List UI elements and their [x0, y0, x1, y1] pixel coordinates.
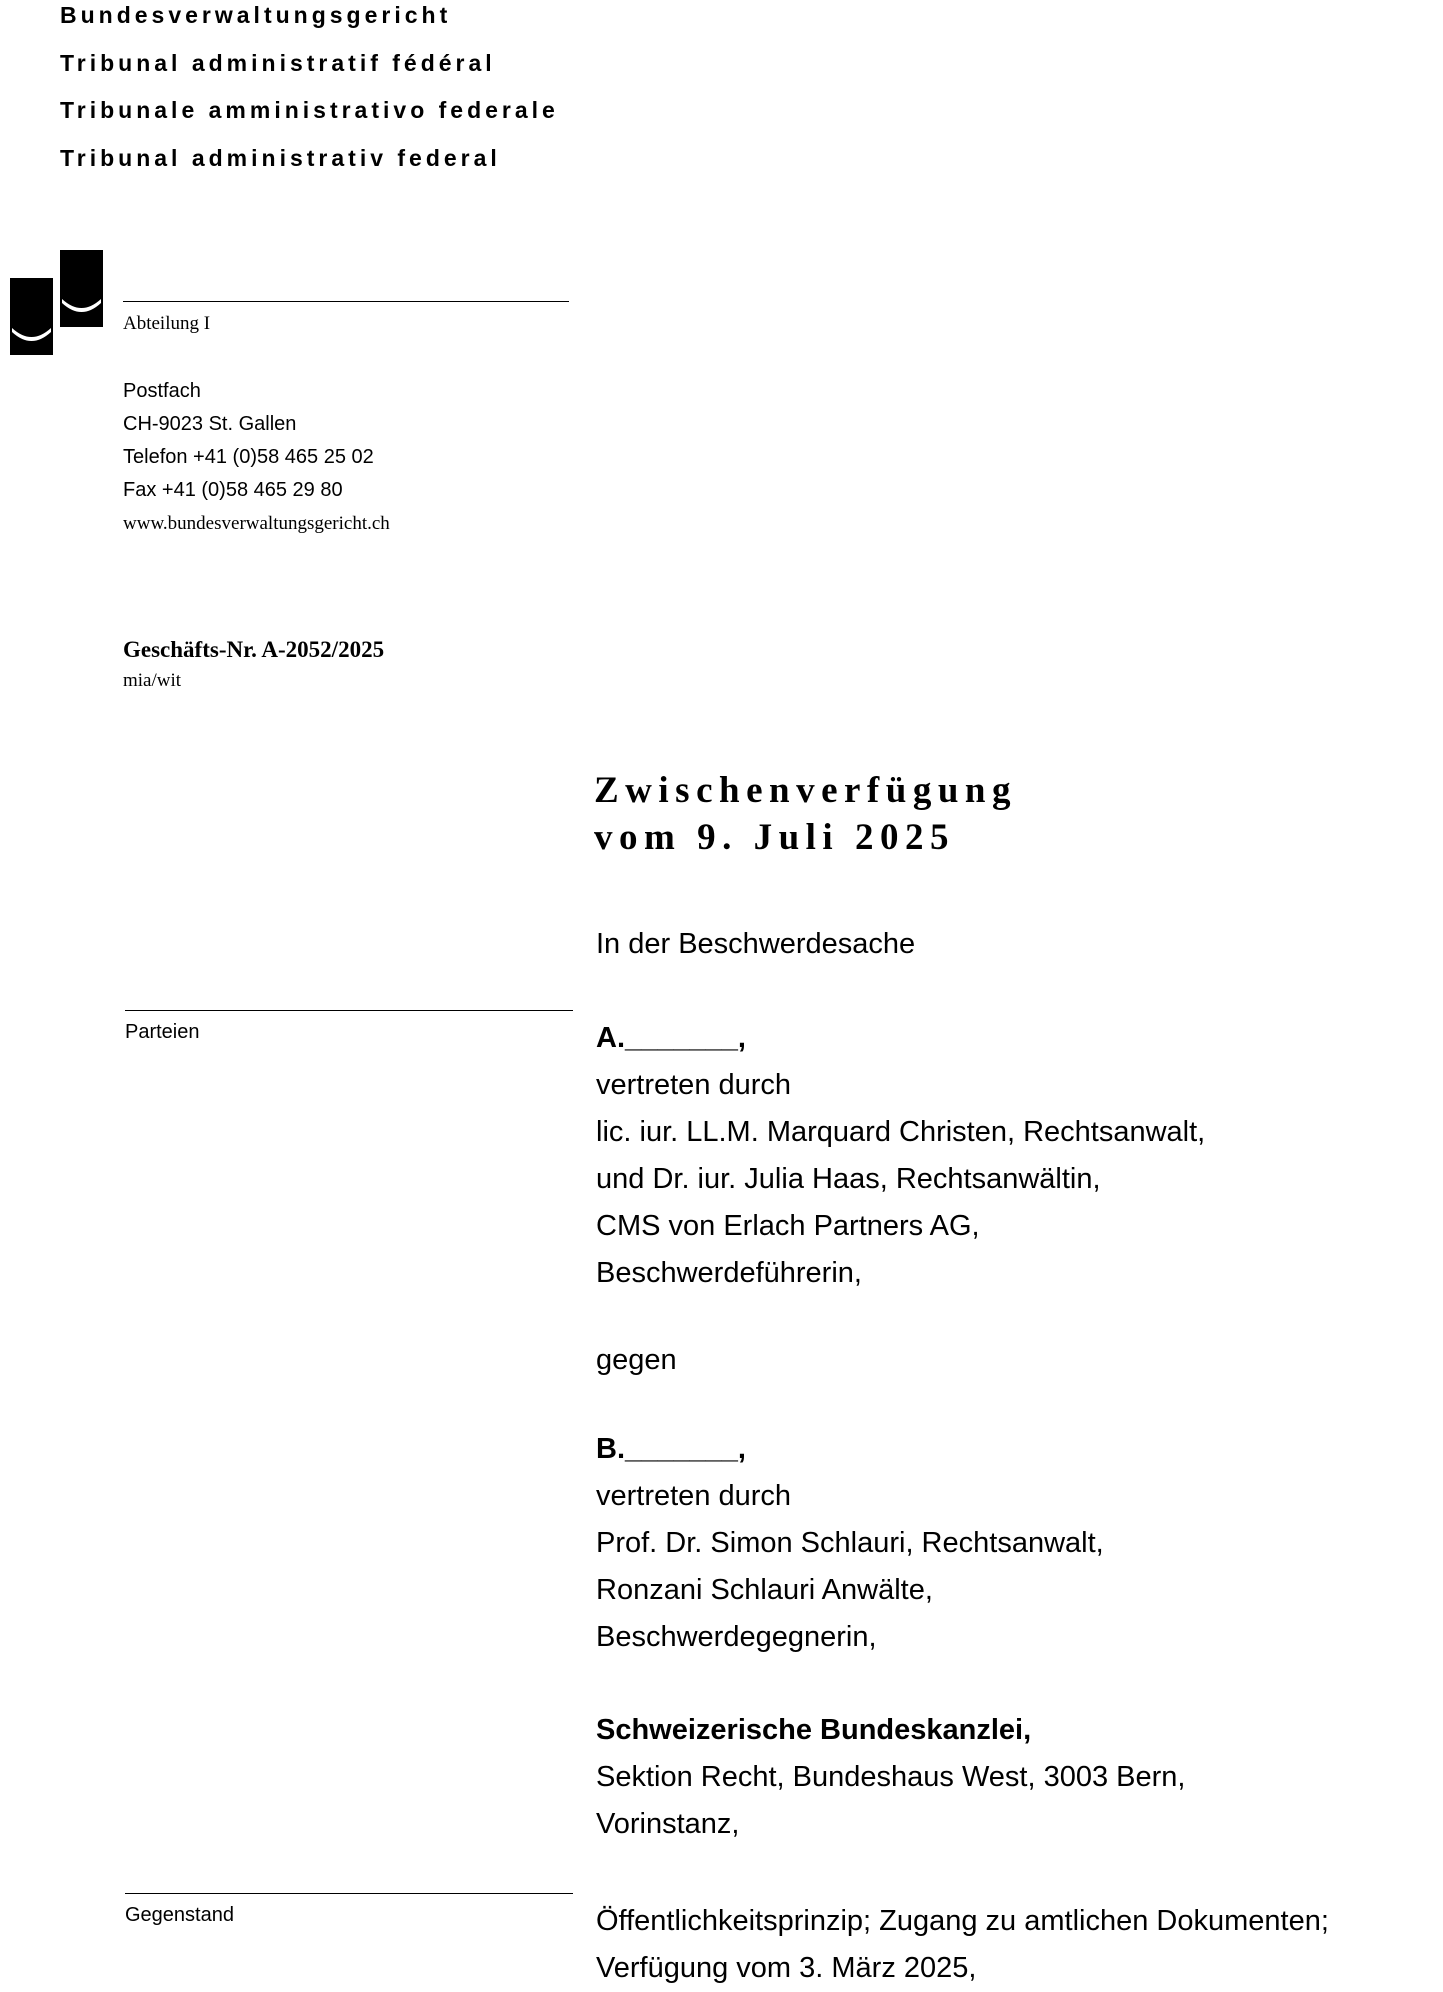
respondent-block	[596, 1426, 1104, 1661]
court-logo-icon	[10, 250, 106, 355]
lower-instance-name: Schweizerische Bundeskanzlei,	[596, 1714, 1032, 1746]
parteien-label: Parteien	[125, 1021, 200, 1043]
lower-instance-block	[596, 1707, 1186, 1848]
title-line-2: vom 9. Juli 2025	[594, 817, 955, 858]
department: Abteilung I	[123, 313, 211, 334]
title-line-1: Zwischenverfügung	[594, 770, 1017, 811]
appellant-line: und Dr. iur. Julia Haas, Rechtsanwältin,	[596, 1163, 1101, 1195]
subject-line: Verfügung vom 3. März 2025,	[596, 1952, 977, 1984]
gegenstand-label: Gegenstand	[125, 1904, 234, 1926]
phone: Telefon +41 (0)58 465 25 02	[123, 446, 374, 468]
address-line: Postfach	[123, 380, 201, 402]
court-name-rm: Tribunal administrativ federal	[60, 145, 501, 171]
case-number: Geschäfts-Nr. A-2052/2025	[123, 637, 385, 662]
respondent-line: vertreten durch	[596, 1480, 792, 1512]
against-text: gegen	[596, 1344, 677, 1376]
sender-address	[123, 375, 390, 540]
respondent-line: Ronzani Schlauri Anwälte,	[596, 1574, 933, 1606]
appellant-line: vertreten durch	[596, 1069, 792, 1101]
subject-block	[596, 1898, 1329, 1992]
header-divider	[123, 301, 569, 302]
respondent-role: Beschwerdegegnerin,	[596, 1621, 877, 1653]
parteien-divider	[125, 1010, 573, 1011]
respondent-line: Prof. Dr. Simon Schlauri, Rechtsanwalt,	[596, 1527, 1104, 1559]
respondent-name: B._______,	[596, 1433, 746, 1465]
gegenstand-divider	[125, 1893, 573, 1894]
lower-instance-line: Sektion Recht, Bundeshaus West, 3003 Bern,	[596, 1761, 1186, 1793]
subject-line: Öffentlichkeitsprinzip; Zugang zu amtlichen Dokumenten;	[596, 1905, 1329, 1937]
appellant-line: CMS von Erlach Partners AG,	[596, 1210, 980, 1242]
appellant-role: Beschwerdeführerin,	[596, 1257, 862, 1289]
fax: Fax +41 (0)58 465 29 80	[123, 479, 343, 501]
court-name-fr: Tribunal administratif fédéral	[60, 50, 496, 76]
appellant-name: A._______,	[596, 1022, 746, 1054]
case-reference	[123, 634, 384, 696]
appellant-block	[596, 1015, 1205, 1297]
case-initials: mia/wit	[123, 670, 182, 691]
website-link: www.bundesverwaltungsgericht.ch	[123, 513, 390, 534]
intro-text: In der Beschwerdesache	[596, 928, 916, 960]
lower-instance-role: Vorinstanz,	[596, 1808, 740, 1840]
address-line: CH-9023 St. Gallen	[123, 413, 297, 435]
court-name-it: Tribunale amministrativo federale	[60, 97, 559, 123]
appellant-line: lic. iur. LL.M. Marquard Christen, Rechtsanwalt,	[596, 1116, 1206, 1148]
court-name-de: Bundesverwaltungsgericht	[60, 2, 452, 28]
document-title	[594, 767, 1017, 861]
